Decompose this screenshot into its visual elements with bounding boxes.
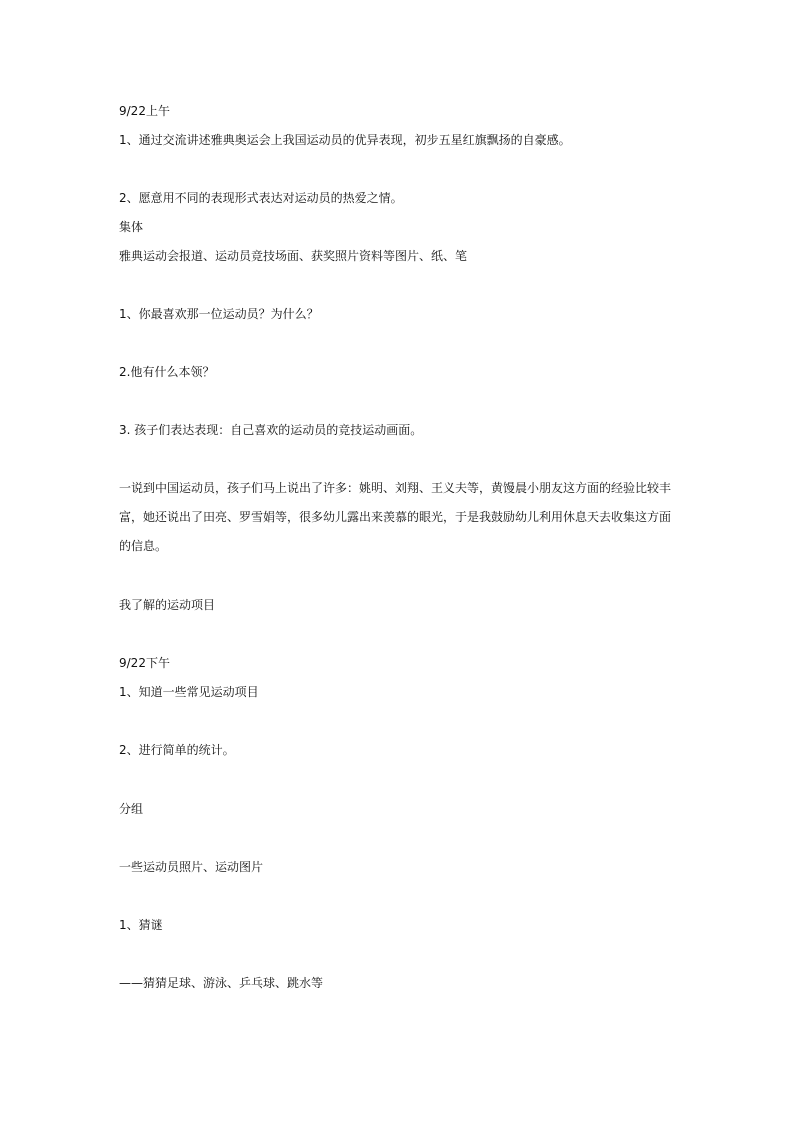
reflection-line-3: 的信息。 [119, 539, 168, 553]
question-1: 1、你最喜欢那一位运动员？为什么？ [119, 307, 319, 321]
goal-2: 2、愿意用不同的表现形式表达对运动员的热爱之情。 [119, 191, 403, 205]
goal-afternoon-1: 1、知道一些常见运动项目 [119, 685, 259, 699]
goal-1: 1、通过交流讲述雅典奥运会上我国运动员的优异表现，初步五星红旗飘扬的自豪感。 [119, 133, 571, 147]
materials: 雅典运动会报道、运动员竞技场面、获奖照片资料等图片、纸、笔 [119, 249, 468, 263]
reflection-line-1: 一说到中国运动员，孩子们马上说出了许多：姚明、刘翔、王义夫等，黄馒晨小朋友这方面的经验比较丰 [119, 481, 672, 495]
goal-afternoon-2: 2、进行简单的统计。 [119, 743, 235, 757]
section-title: 我了解的运动项目 [119, 598, 216, 612]
riddle-step: 1、猜谜 [119, 918, 163, 932]
riddle-detail: ——猜猜足球、游泳、乒乓球、跳水等 [119, 976, 324, 990]
activity-3: 3. 孩子们表达表现：自己喜欢的运动员的竞技运动画面。 [119, 423, 423, 437]
reflection-line-2: 富，她还说出了田亮、罗雪娟等，很多幼儿露出来羡慕的眼光，于是我鼓励幼儿利用休息天去收集这方面 [119, 510, 672, 524]
organization: 集体 [119, 220, 144, 234]
date-afternoon: 9/22下午 [119, 656, 170, 670]
grouping: 分组 [119, 802, 144, 816]
afternoon-materials: 一些运动员照片、运动图片 [119, 860, 264, 874]
question-2: 2.他有什么本领？ [119, 365, 215, 379]
date-morning: 9/22上午 [119, 104, 170, 118]
